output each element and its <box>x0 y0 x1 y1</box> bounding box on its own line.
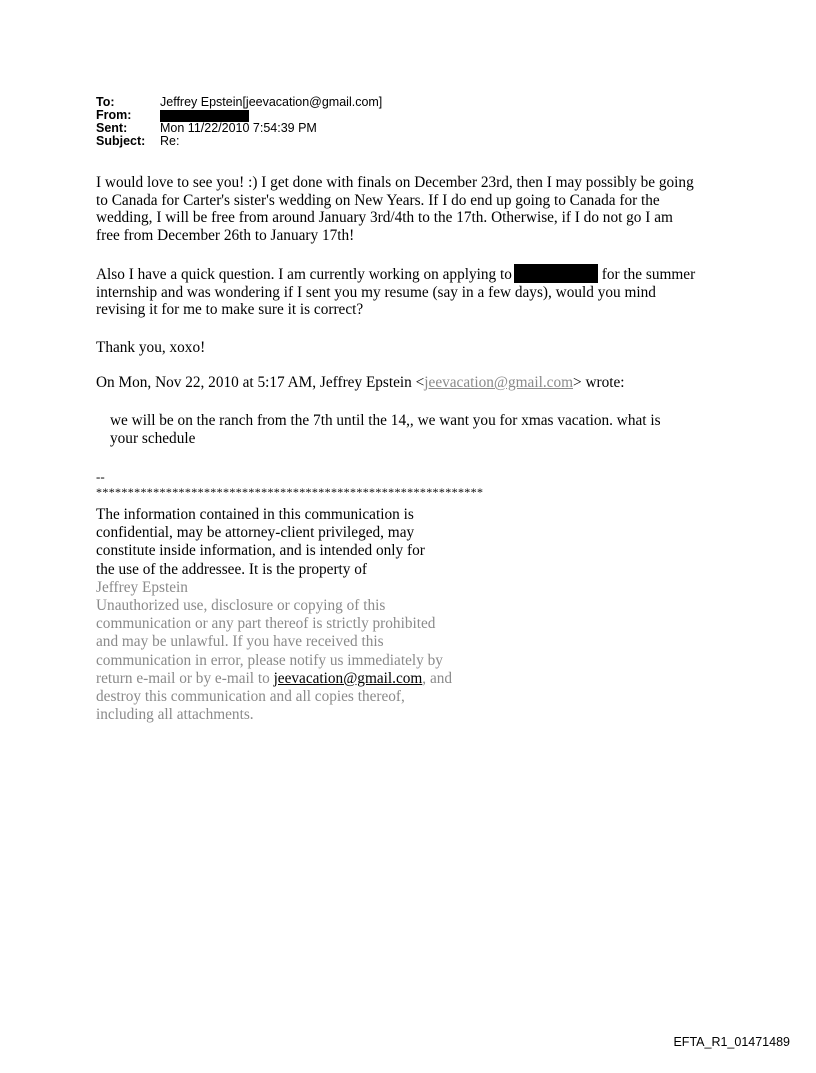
intro-line: to Canada for Carter's sister's wedding on New Years. If I do end up going to Canada for the <box>96 191 660 209</box>
notice-line-grey: and may be unlawful. If you have received this <box>96 633 384 651</box>
attribution-before: On Mon, Nov 22, 2010 at 5:17 AM, Jeffrey Epstein < <box>96 374 425 391</box>
sent-label: Sent: <box>96 121 128 135</box>
question-line-2: internship and was wondering if I sent you my resume (say in a few days), would you mind <box>96 283 656 301</box>
attribution-after: > wrote: <box>573 374 625 391</box>
question-line-1-before: Also I have a quick question. I am currently working on applying to <box>96 266 512 283</box>
question-line-1-after: for the summer <box>597 266 696 283</box>
notice-line: constitute inside information, and is intended only for <box>96 542 425 560</box>
attribution-line <box>96 374 736 392</box>
notice-line: the use of the addressee. It is the property of <box>96 560 368 578</box>
document-id: EFTA_R1_01471489 <box>673 1035 790 1049</box>
reply-attribution <box>96 374 736 392</box>
subject-value: Re: <box>160 134 180 148</box>
intro-line: I would love to see you! :) I get done with finals on December 23rd, then I may possibly be going <box>96 174 694 191</box>
email-header <box>96 96 382 148</box>
notice-email-link[interactable]: jeevacation@gmail.com <box>273 669 423 687</box>
question-line-3: revising it for me to make sure it is correct? <box>96 301 364 318</box>
notice-line: confidential, may be attorney-client privileged, may <box>96 524 415 542</box>
notice-line-grey: destroy this communication and all copies thereof, <box>96 688 405 706</box>
intro-line: free from December 26th to January 17th! <box>96 226 355 244</box>
quoted-line-1: we will be on the ranch from the 7th until the 14,, we want you for xmas vacation. what is <box>110 412 661 429</box>
question-line-1 <box>96 264 736 284</box>
notice-line-grey: communication or any part thereof is strictly prohibited <box>96 615 436 633</box>
quoted-message <box>110 412 710 447</box>
thanks-line <box>96 339 736 357</box>
quoted-line-2: your schedule <box>110 429 196 447</box>
from-label: From: <box>96 108 132 122</box>
question-paragraph <box>96 264 736 319</box>
notice-line-grey: including all attachments. <box>96 706 254 724</box>
confidentiality-notice <box>96 506 476 724</box>
notice-line-grey: Unauthorized use, disclosure or copying of this <box>96 597 386 615</box>
notice-line: The information contained in this communication is <box>96 506 414 523</box>
thanks-text: Thank you, xoxo! <box>96 339 206 356</box>
signature-dashes: -- <box>96 469 105 484</box>
subject-row <box>96 135 382 148</box>
notice-line-grey: Jeffrey Epstein <box>96 578 188 596</box>
to-label: To: <box>96 95 115 109</box>
company-redaction <box>514 264 598 283</box>
return-before: return e-mail or by e-mail to <box>96 669 274 687</box>
sent-value: Mon 11/22/2010 7:54:39 PM <box>160 121 317 135</box>
intro-paragraph <box>96 174 736 244</box>
attribution-email-link[interactable]: jeevacation@gmail.com <box>424 374 574 391</box>
notice-return-line <box>96 670 476 688</box>
to-value: Jeffrey Epstein[jeevacation@gmail.com] <box>160 95 383 109</box>
subject-label: Subject: <box>96 134 146 148</box>
notice-line-grey: communication in error, please notify us immediately by <box>96 651 443 669</box>
intro-line: wedding, I will be free from around January 3rd/4th to the 17th. Otherwise, if I do not go I am <box>96 209 673 226</box>
signature-stars: ************************************************************* <box>96 485 484 499</box>
to-row <box>96 96 382 109</box>
return-after: , and <box>422 669 453 687</box>
